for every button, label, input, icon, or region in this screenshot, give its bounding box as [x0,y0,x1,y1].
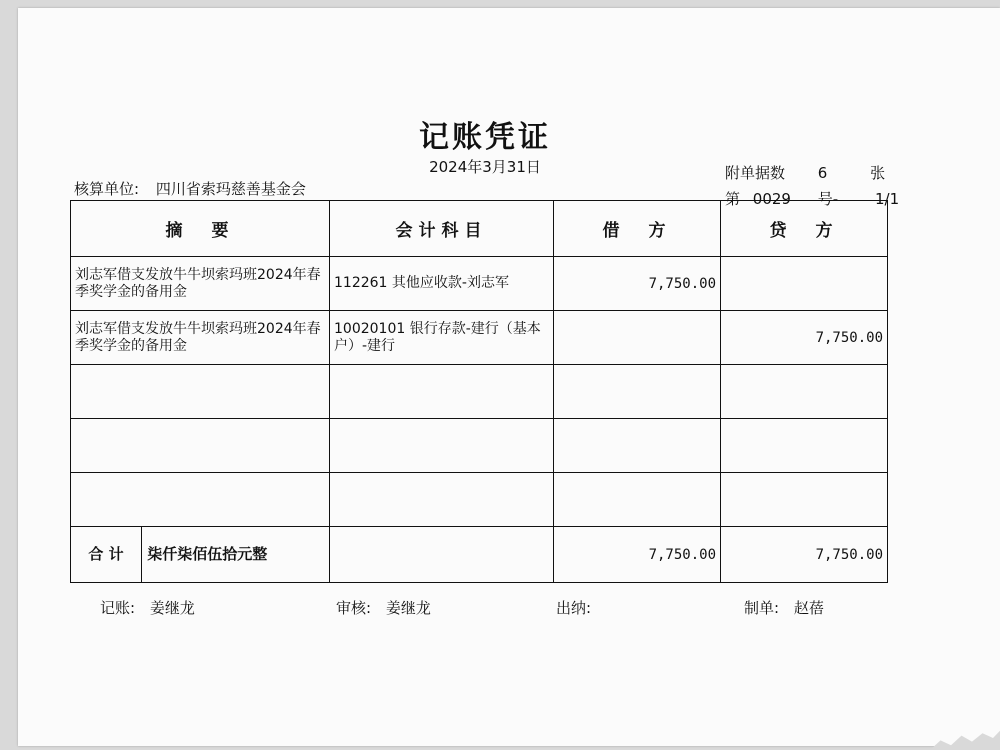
header-debit: 借 方 [554,201,721,257]
page-title: 记账凭证 [419,120,551,155]
voucher-number-prefix: 第 [725,190,741,208]
row-summary: 刘志军借支发放牛牛坝索玛班2024年春季奖学金的备用金 [71,311,330,365]
signer-auditor [336,597,431,618]
row-credit: 7,750.00 [721,311,888,365]
row-credit [721,473,888,527]
attachment-count [725,162,885,183]
row-credit [721,365,888,419]
total-label: 合 计 [71,527,142,582]
signer-bookkeeper-label: 记账: [100,599,136,617]
table-row [71,257,888,311]
row-debit [554,365,721,419]
total-debit: 7,750.00 [554,527,721,583]
voucher-number-value: 0029 [752,190,791,208]
signer-preparer [744,597,824,618]
attachment-count-value: 6 [817,164,828,182]
row-account: 112261 其他应收款-刘志军 [330,257,554,311]
header-account: 会计科目 [330,201,554,257]
table-row [71,311,888,365]
header-credit: 贷 方 [721,201,888,257]
total-cell [71,527,330,583]
total-account-blank [330,527,554,583]
row-account [330,473,554,527]
row-summary [71,365,330,419]
signer-cashier-label: 出纳: [556,599,592,617]
table-row [71,473,888,527]
row-summary: 刘志军借支发放牛牛坝索玛班2024年春季奖学金的备用金 [71,257,330,311]
total-amount-words: 柒仟柒佰伍拾元整 [147,545,268,563]
accounting-unit [74,178,306,199]
row-debit [554,473,721,527]
attachment-unit: 张 [870,164,886,182]
total-credit: 7,750.00 [721,527,888,583]
signer-bookkeeper-name: 姜继龙 [149,599,195,617]
row-debit [554,311,721,365]
table-header-row [71,201,888,257]
signer-preparer-name: 赵蓓 [793,599,824,617]
accounting-unit-value: 四川省索玛慈善基金会 [155,180,306,198]
signer-auditor-name: 姜继龙 [385,599,431,617]
row-credit [721,257,888,311]
voucher-table [70,200,888,583]
voucher-number-suffix: 号- [817,190,839,208]
signer-bookkeeper [100,597,195,618]
row-account: 10020101 银行存款-建行（基本户）-建行 [330,311,554,365]
voucher-date: 2024年3月31日 [429,158,541,176]
signer-cashier [556,597,601,618]
row-summary [71,419,330,473]
total-row [71,527,888,583]
row-account [330,419,554,473]
signer-auditor-label: 审核: [336,599,372,617]
row-account [330,365,554,419]
voucher-page: 1/1 [874,190,900,208]
row-debit: 7,750.00 [554,257,721,311]
table-row [71,365,888,419]
row-credit [721,419,888,473]
row-debit [554,419,721,473]
table-row [71,419,888,473]
header-summary: 摘 要 [71,201,330,257]
accounting-unit-label: 核算单位: [74,180,140,198]
attachment-label: 附单据数 [725,164,786,182]
row-summary [71,473,330,527]
signer-preparer-label: 制单: [744,599,780,617]
